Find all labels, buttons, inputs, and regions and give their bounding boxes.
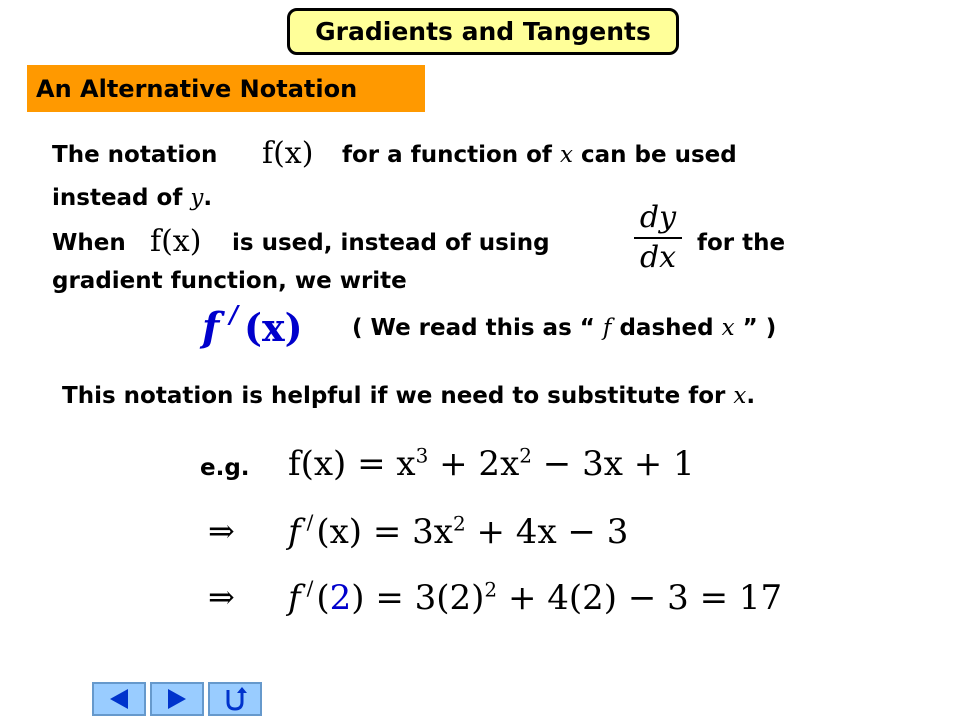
eq3-close: ) = 3(2) — [351, 578, 485, 618]
example-equation-1 — [288, 444, 695, 484]
f-symbol: f — [202, 304, 220, 351]
helpful-note — [62, 383, 755, 409]
paragraph-line-3b — [232, 230, 550, 256]
text-period: . — [203, 185, 213, 211]
paragraph-line-3c — [697, 230, 785, 256]
eq1-lhs: f(x) = — [288, 444, 386, 484]
f-dash-x-notation — [202, 300, 303, 351]
dash-symbol: / — [229, 300, 238, 329]
text-read-a: ( We read this as “ — [352, 315, 595, 341]
fx-text-2: f(x) — [150, 224, 202, 259]
next-icon — [162, 687, 192, 711]
paragraph-line-3a — [52, 230, 126, 256]
text-eg: e.g. — [200, 455, 250, 481]
eq3-e1: 2 — [484, 577, 498, 602]
dy-dx-fraction — [632, 201, 684, 275]
return-icon — [220, 684, 250, 714]
example-equation-3 — [288, 576, 782, 618]
slide-title-text: Gradients and Tangents — [315, 17, 651, 46]
fraction-denominator: dx — [639, 240, 677, 275]
eq1-e1: 3 — [415, 443, 429, 468]
eg-label — [200, 455, 250, 481]
eq2-e1: 2 — [452, 511, 466, 536]
var-x: x — [559, 142, 573, 168]
eq1-e2: 2 — [519, 443, 532, 468]
eq1-t3: − 3x + 1 — [542, 444, 695, 484]
section-title-text: An Alternative Notation — [36, 74, 358, 103]
eq2-lhs-arg: (x) = 3x — [316, 512, 453, 552]
slide-title — [287, 8, 679, 55]
eq2-rest: + 4x − 3 — [476, 512, 629, 552]
fraction-numerator: dy — [639, 200, 677, 235]
paragraph-line-2 — [52, 185, 212, 211]
text-read-c: ” ) — [742, 315, 777, 341]
fx-text: f(x) — [262, 136, 314, 171]
text-period-2: . — [746, 383, 756, 409]
back-button[interactable] — [92, 682, 146, 716]
paragraph-line-4 — [52, 268, 407, 294]
var-f: f — [602, 315, 612, 341]
text-dashed: dashed — [619, 315, 714, 341]
arrow-2: ⇒ — [208, 578, 235, 616]
eq3-prime: / — [306, 576, 314, 600]
section-title — [27, 65, 425, 112]
implies-arrow-1 — [208, 512, 235, 550]
example-equation-2 — [288, 510, 628, 552]
var-y: y — [190, 185, 204, 211]
text-when: When — [52, 230, 126, 256]
fx-notation — [262, 136, 313, 171]
eq2-prime: / — [306, 510, 314, 534]
eq3-open: ( — [316, 578, 330, 618]
return-button[interactable] — [208, 682, 262, 716]
eq3-value: 2 — [329, 578, 352, 618]
fraction-bar — [634, 237, 682, 239]
var-x-3: x — [733, 383, 747, 409]
paragraph-line-1 — [52, 142, 217, 168]
text-is-used: is used, instead of using — [232, 230, 550, 256]
fx-notation-2 — [150, 224, 201, 259]
arrow-1: ⇒ — [208, 512, 235, 550]
text-instead-of: instead of — [52, 185, 183, 211]
text-gradient-function: gradient function, we write — [52, 268, 407, 294]
back-icon — [104, 687, 134, 711]
eq2-f: f — [288, 512, 301, 552]
paragraph-line-1b — [342, 142, 737, 168]
text-helpful: This notation is helpful if we need to substitute for — [62, 383, 726, 409]
text-for-the: for the — [697, 230, 786, 256]
next-button[interactable] — [150, 682, 204, 716]
eq1-t1: x — [396, 444, 416, 484]
implies-arrow-2 — [208, 578, 235, 616]
eq3-f: f — [288, 578, 301, 618]
var-x-2: x — [721, 315, 735, 341]
eq3-rest: + 4(2) − 3 = 17 — [507, 578, 783, 618]
read-as-note — [352, 315, 776, 341]
text-can-be-used: can be used — [580, 142, 737, 168]
eq1-t2: + 2x — [439, 444, 520, 484]
x-argument: (x) — [243, 305, 303, 350]
text-the-notation: The notation — [52, 142, 218, 168]
text-for-a-function-of: for a function of — [342, 142, 552, 168]
